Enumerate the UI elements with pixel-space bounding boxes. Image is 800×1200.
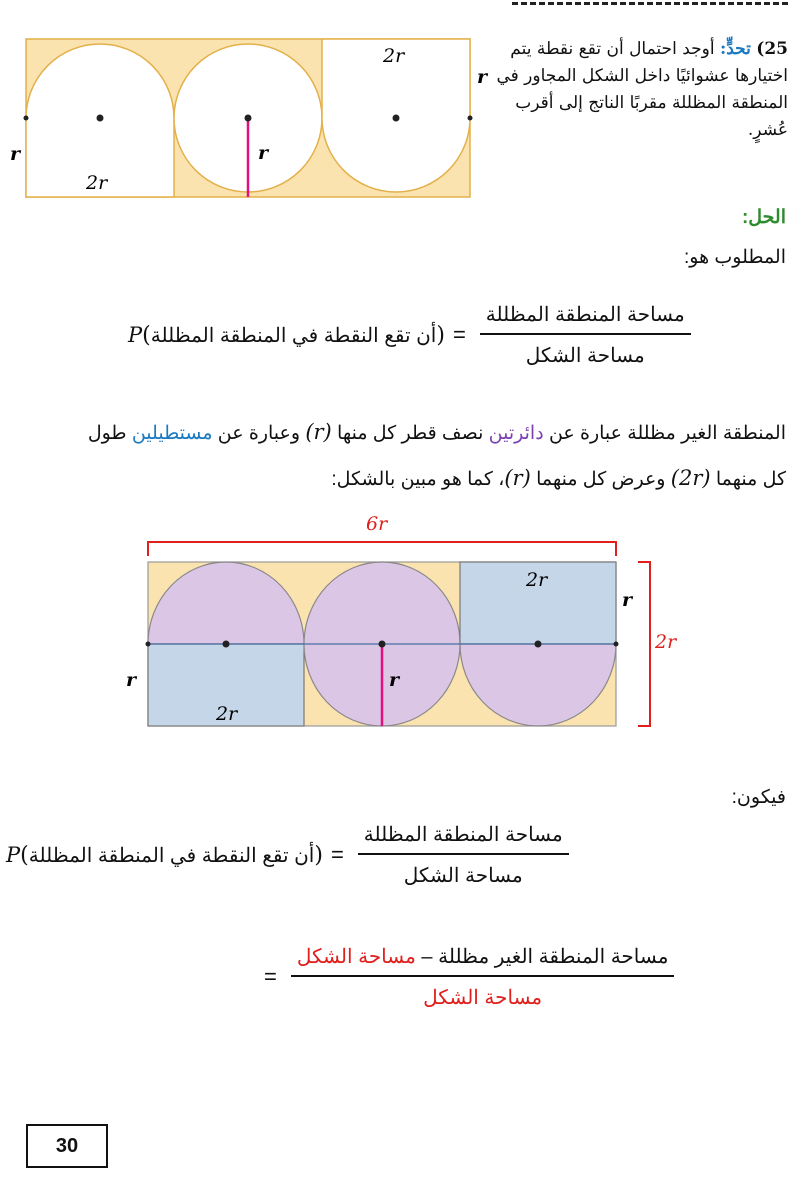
then-label: فيكون: bbox=[731, 787, 786, 808]
fraction-denominator: مساحة الشكل bbox=[423, 987, 543, 1009]
label-top: 2r bbox=[383, 45, 405, 67]
unshaded-area-term: مساحة المنطقة الغير مظللة bbox=[438, 946, 669, 968]
center-dot-right bbox=[393, 115, 400, 122]
p-symbol: P bbox=[128, 323, 143, 347]
label-radius: r bbox=[258, 142, 269, 164]
label-bottom: 2r bbox=[86, 172, 108, 194]
explanation-line-1: المنطقة الغير مظللة عبارة عن دائرتين نصف قطر كل منها (r) وعبارة عن مستطيلين طول bbox=[87, 420, 786, 444]
fraction-numerator: مساحة المنطقة المظللة bbox=[485, 304, 685, 326]
problem-figure bbox=[8, 36, 488, 208]
fraction bbox=[480, 302, 691, 368]
circles-word: دائرتين bbox=[488, 423, 544, 444]
label-rect-top: 2r bbox=[526, 569, 548, 591]
event-text: أن تقع النقطة في المنطقة المظللة bbox=[150, 324, 437, 347]
top-dashed-rule bbox=[512, 2, 788, 5]
rectangles-word: مستطيلين bbox=[131, 423, 213, 444]
center-dot-right bbox=[535, 641, 542, 648]
width-bracket bbox=[148, 542, 616, 556]
solution-heading: الحل: bbox=[741, 207, 786, 228]
center-dot-middle bbox=[245, 115, 252, 122]
problem-keyword: تحدٍّ: bbox=[719, 39, 751, 59]
label-right-side: r bbox=[477, 66, 488, 88]
fraction-denominator: مساحة الشكل bbox=[525, 345, 645, 367]
problem-text: أوجد احتمال أن تقع نقطة يتم اختيارها عشوائيًا داخل الشكل المجاور في المنطقة المظللة مقربًا الناتج إلى أقرب عُشرٍ. bbox=[496, 39, 788, 140]
probability-formula-1: P ( أن تقع النقطة في المنطقة المظللة ) = $\frac{\text{مساحة المنطقة المظللة}}{\text{مساحة الشكل}}$ bbox=[128, 302, 697, 368]
label-radius: r bbox=[389, 669, 400, 691]
fraction-complement: $\frac{\text{مساحة المنطقة الغير مظللة – مساحة الشكل}}{\text{مساحة الشكل}}$ bbox=[291, 944, 675, 1010]
solution-figure bbox=[110, 504, 690, 734]
problem-statement bbox=[470, 36, 788, 144]
label-width: 6r bbox=[366, 513, 388, 535]
label-left-side: r bbox=[10, 143, 21, 165]
probability-formula-2: P ( أن تقع النقطة في المنطقة المظللة ) = $\frac{\text{مساحة المنطقة المظللة}}{\text{مساحة الشكل}}$ bbox=[6, 822, 575, 888]
center-dot-left bbox=[97, 115, 104, 122]
height-bracket bbox=[638, 562, 650, 726]
label-left-side: r bbox=[126, 669, 137, 691]
center-dot-left bbox=[223, 641, 230, 648]
label-height: 2r bbox=[655, 631, 677, 653]
probability-formula-3: = $\frac{\text{مساحة المنطقة الغير مظللة – مساحة الشكل}}{\text{مساحة الشكل}}$ bbox=[256, 944, 680, 1010]
center-dot-middle bbox=[379, 641, 386, 648]
problem-number: 25) bbox=[756, 39, 788, 59]
page-number: 30 bbox=[26, 1124, 108, 1168]
fraction: $\frac{\text{مساحة المنطقة المظللة}}{\text{مساحة الشكل}}$ bbox=[358, 822, 569, 888]
explanation-line-2: كل منهما (2r) وعرض كل منهما (r)، كما هو مبين بالشكل: bbox=[331, 466, 786, 490]
figure-area-term: مساحة الشكل bbox=[296, 946, 416, 968]
equals-sign: = bbox=[452, 322, 466, 347]
required-label: المطلوب هو: bbox=[683, 247, 786, 268]
label-rect-bottom: 2r bbox=[216, 703, 238, 725]
label-right-side: r bbox=[622, 589, 633, 611]
